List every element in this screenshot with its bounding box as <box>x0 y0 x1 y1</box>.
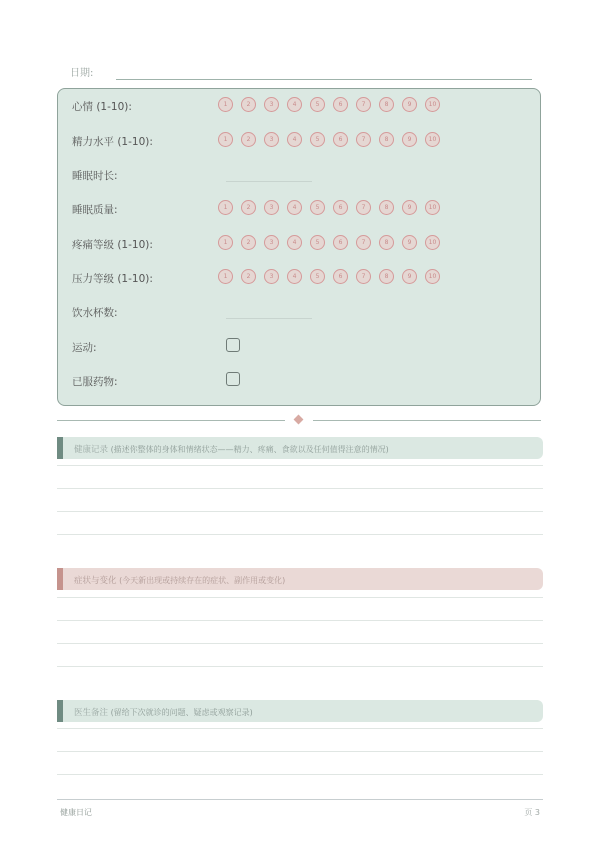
rating-circle[interactable]: 1 <box>218 132 233 147</box>
date-row <box>70 62 532 80</box>
tracker-row-energy <box>72 129 532 153</box>
rating-circle[interactable]: 6 <box>333 132 348 147</box>
section-header-symptoms-changes <box>57 568 543 590</box>
rating-circle[interactable]: 1 <box>218 97 233 112</box>
rating-circle[interactable]: 6 <box>333 235 348 250</box>
tracker-row-exercise <box>72 335 532 359</box>
section-header-health-notes <box>57 437 543 459</box>
rating-scale <box>218 269 448 284</box>
rating-circle[interactable]: 1 <box>218 269 233 284</box>
tracker-row-water <box>72 300 532 324</box>
rating-circle[interactable]: 1 <box>218 235 233 250</box>
section-hint: (描述你整体的身体和情绪状态——精力、疼痛、食欲以及任何值得注意的情况) <box>110 445 389 454</box>
rating-circle[interactable]: 9 <box>402 235 417 250</box>
writing-line[interactable] <box>57 511 543 512</box>
tracker-label: 已服药物: <box>72 376 118 388</box>
rating-circle[interactable]: 3 <box>264 97 279 112</box>
rating-circle[interactable]: 10 <box>425 132 440 147</box>
rating-circle[interactable]: 10 <box>425 97 440 112</box>
writing-line[interactable] <box>57 534 543 535</box>
section-title: 医生备注 <box>74 708 109 718</box>
date-label: 日期: <box>70 68 94 79</box>
writing-line[interactable] <box>57 620 543 621</box>
footer-rule <box>57 799 543 800</box>
section-title: 症状与变化 <box>74 576 117 586</box>
rating-circle[interactable]: 7 <box>356 200 371 215</box>
writing-line[interactable] <box>57 643 543 644</box>
rating-circle[interactable]: 4 <box>287 269 302 284</box>
rating-circle[interactable]: 5 <box>310 97 325 112</box>
writing-line[interactable] <box>57 728 543 729</box>
rating-circle[interactable]: 2 <box>241 235 256 250</box>
writing-line[interactable] <box>57 597 543 598</box>
rating-circle[interactable]: 3 <box>264 269 279 284</box>
rating-circle[interactable]: 8 <box>379 132 394 147</box>
rating-circle[interactable]: 7 <box>356 269 371 284</box>
diamond-icon <box>294 415 304 425</box>
section-header-text <box>74 706 253 718</box>
rating-circle[interactable]: 10 <box>425 269 440 284</box>
tracker-row-stress <box>72 266 532 290</box>
writing-line[interactable] <box>57 666 543 667</box>
tracker-row-medication <box>72 369 532 393</box>
section-accent-bar <box>57 700 63 722</box>
rating-circle[interactable]: 6 <box>333 269 348 284</box>
rating-circle[interactable]: 3 <box>264 132 279 147</box>
tracker-row-sleep-hours <box>72 163 532 187</box>
divider-line-right <box>313 420 541 421</box>
rating-circle[interactable]: 9 <box>402 97 417 112</box>
writing-line[interactable] <box>57 751 543 752</box>
checkbox[interactable] <box>226 372 240 386</box>
rating-circle[interactable]: 2 <box>241 200 256 215</box>
rating-circle[interactable]: 10 <box>425 235 440 250</box>
fill-in-line[interactable] <box>226 318 312 319</box>
rating-circle[interactable]: 5 <box>310 235 325 250</box>
rating-circle[interactable]: 9 <box>402 132 417 147</box>
tracker-label: 睡眠时长: <box>72 170 118 182</box>
rating-circle[interactable]: 5 <box>310 132 325 147</box>
rating-circle[interactable]: 2 <box>241 269 256 284</box>
rating-circle[interactable]: 10 <box>425 200 440 215</box>
writing-line[interactable] <box>57 465 543 466</box>
tracker-label: 疼痛等级 (1-10): <box>72 239 153 251</box>
rating-circle[interactable]: 9 <box>402 200 417 215</box>
rating-circle[interactable]: 8 <box>379 97 394 112</box>
rating-circle[interactable]: 9 <box>402 269 417 284</box>
rating-circle[interactable]: 8 <box>379 235 394 250</box>
page-number: 页 3 <box>524 808 540 817</box>
rating-circle[interactable]: 6 <box>333 200 348 215</box>
tracker-row-sleep-quality <box>72 197 532 221</box>
tracker-label: 运动: <box>72 342 97 354</box>
rating-circle[interactable]: 8 <box>379 200 394 215</box>
tracker-label: 饮水杯数: <box>72 307 118 319</box>
tracker-label: 心情 (1-10): <box>72 101 132 113</box>
tracker-label: 睡眠质量: <box>72 204 118 216</box>
tracker-row-pain <box>72 232 532 256</box>
date-input-line[interactable] <box>116 79 532 80</box>
section-header-text <box>74 574 285 586</box>
rating-scale <box>218 97 448 112</box>
rating-circle[interactable]: 7 <box>356 97 371 112</box>
writing-line[interactable] <box>57 488 543 489</box>
section-title: 健康记录 <box>74 445 109 455</box>
tracker-label: 精力水平 (1-10): <box>72 136 153 148</box>
section-header-text <box>74 443 389 455</box>
tracker-row-mood <box>72 94 532 118</box>
section-divider <box>57 418 541 422</box>
footer-title: 健康日记 <box>60 808 92 817</box>
rating-circle[interactable]: 3 <box>264 200 279 215</box>
rating-circle[interactable]: 1 <box>218 200 233 215</box>
rating-circle[interactable]: 2 <box>241 132 256 147</box>
tracker-label: 压力等级 (1-10): <box>72 273 153 285</box>
rating-circle[interactable]: 4 <box>287 97 302 112</box>
rating-circle[interactable]: 4 <box>287 132 302 147</box>
rating-circle[interactable]: 7 <box>356 235 371 250</box>
rating-circle[interactable]: 2 <box>241 97 256 112</box>
rating-circle[interactable]: 8 <box>379 269 394 284</box>
section-hint: (留给下次就诊的问题、疑虑或观察记录) <box>110 708 253 717</box>
rating-circle[interactable]: 7 <box>356 132 371 147</box>
section-accent-bar <box>57 437 63 459</box>
rating-circle[interactable]: 6 <box>333 97 348 112</box>
section-hint: (今天新出现或持续存在的症状、副作用或变化) <box>119 576 286 585</box>
daily-tracker-panel <box>57 88 541 406</box>
rating-circle[interactable]: 4 <box>287 200 302 215</box>
divider-line-left <box>57 420 285 421</box>
fill-in-line[interactable] <box>226 181 312 182</box>
rating-scale <box>218 132 448 147</box>
rating-circle[interactable]: 5 <box>310 269 325 284</box>
writing-line[interactable] <box>57 774 543 775</box>
checkbox[interactable] <box>226 338 240 352</box>
rating-circle[interactable]: 3 <box>264 235 279 250</box>
rating-scale <box>218 200 448 215</box>
rating-scale <box>218 235 448 250</box>
section-accent-bar <box>57 568 63 590</box>
section-header-doctor-notes <box>57 700 543 722</box>
rating-circle[interactable]: 4 <box>287 235 302 250</box>
rating-circle[interactable]: 5 <box>310 200 325 215</box>
